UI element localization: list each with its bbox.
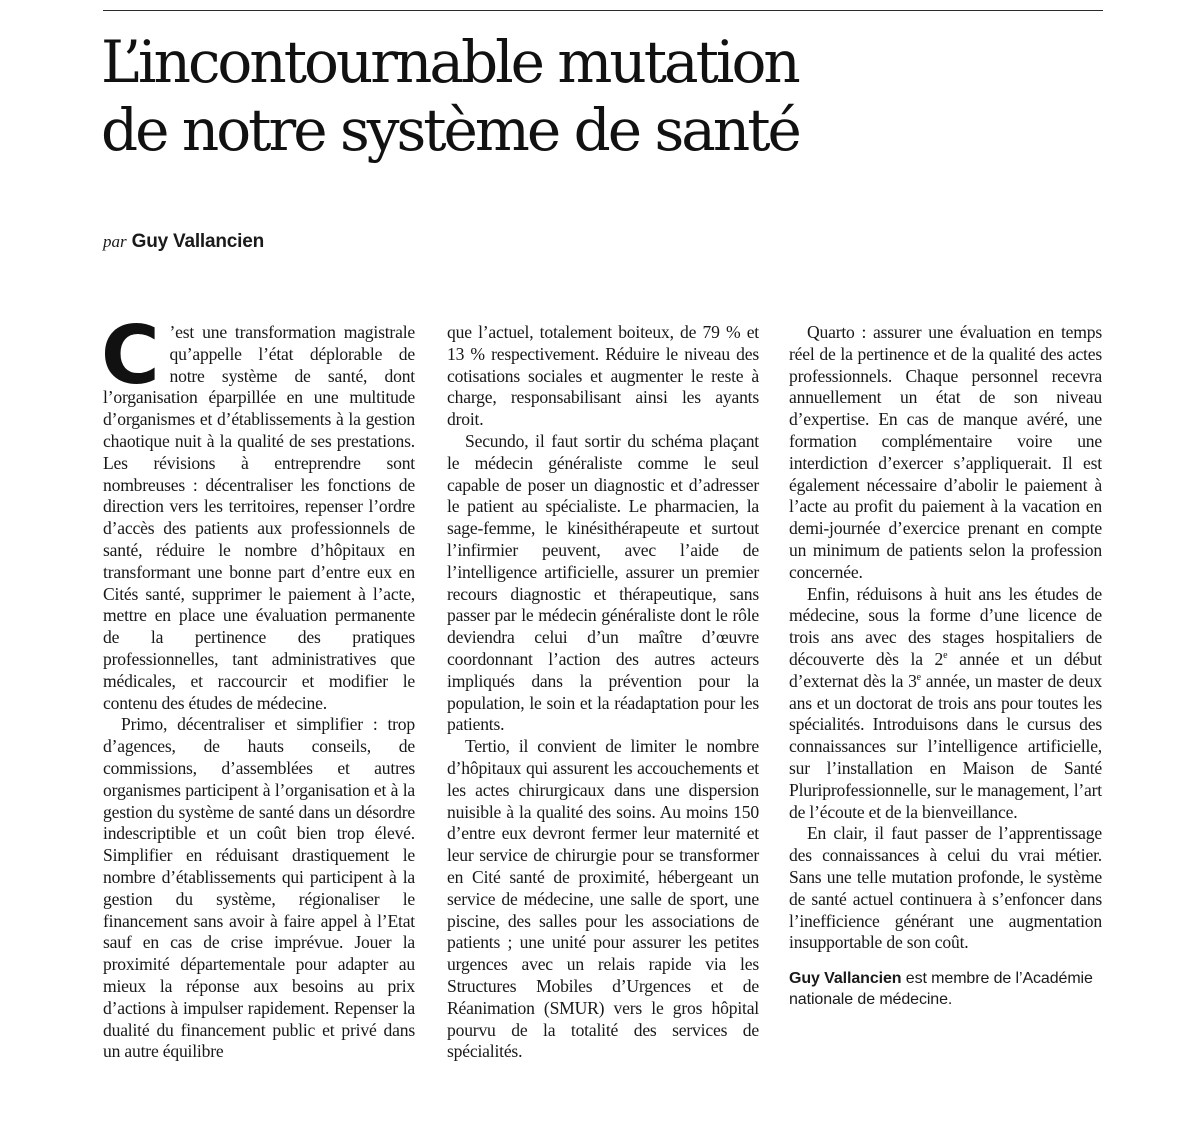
headline-line-2: de notre système de santé bbox=[101, 96, 799, 164]
article-column-2 bbox=[447, 322, 759, 1063]
paragraph-enfin-part-2: année et un début d’externat dès la 3 bbox=[789, 648, 1102, 691]
paragraph-enfin-part-1: Enfin, réduisons à huit ans les études de médecine, sous la forme d’une licence de trois ans avec des stages hospitaliers de découverte dès la 2 bbox=[789, 583, 1102, 669]
signature-author-bio: est membre de l’Académie nationale de médecine. bbox=[789, 970, 1093, 1009]
paragraph-enfin-part-3: année, un master de deux ans et un doctorat de trois ans pour toutes les spécialités. Introduisons dans le cursus des connaissances sur l’intelligence artificielle, sur l’installation en Maison de Santé Pluriprofessionnelle, sur le management, l’art de l’écoute et de la bienveillance. bbox=[789, 670, 1102, 822]
author-signature bbox=[789, 968, 1102, 1010]
headline bbox=[101, 28, 1101, 164]
byline bbox=[103, 231, 264, 253]
drop-cap: C bbox=[101, 309, 160, 402]
paragraph-intro-text: ’est une transformation magistrale qu’appelle l’état déplorable de notre système de santé, dont l’organisation éparpillée en une multitude d’organismes et d’établissements à la gestion chaotique nuit à la qualité de ses prestations. Les révisions à entreprendre sont nombreuses : décentraliser les fonctions de direction vers les territoires, repenser l’ordre d’accès des patients aux professionnels de santé, réduire le nombre d’hôpitaux en transformant une bonne part d’entre eux en Cités santé, supprimer le paiement à l’acte, mettre en place une évaluation permanente de la pertinence des pratiques professionnelles, tant administratives que médicales, et raccourcir et modifier le contenu des études de médecine. bbox=[103, 322, 415, 713]
signature-author-name: Guy Vallancien bbox=[789, 970, 902, 988]
superscript-ordinal-2: e bbox=[916, 671, 921, 683]
paragraph-quarto: Quarto : assurer une évaluation en temps réel de la pertinence et de la qualité des actes professionnels. Chaque personnel recevra annuellement un état de son niveau d’expertise. En cas de manque avéré, une formation complémentaire voire une interdiction d’exercer s’appliquerait. Il est également nécessaire d’abolir le paiement à l’acte au profit du paiement à la vacation en demi-journée d’exercice prenant en compte un minimum de patients selon la profession concernée. bbox=[789, 322, 1102, 582]
byline-prefix: par bbox=[103, 232, 127, 251]
superscript-ordinal-1: e bbox=[943, 650, 948, 662]
paragraph-primo: Primo, décentraliser et simplifier : trop d’agences, de hauts conseils, de commissions, d’assemblées et autres organismes participent à l’organisation et à la gestion du système de santé dans un désordre indescriptible et un coût bien trop élevé. Simplifier en réduisant drastiquement le nombre d’établissements qui participent à la gestion du système, régionaliser le financement sans avoir à faire appel à l’Etat sauf en cas de crise imprévue. Jouer la proximité départementale pour adapter au mieux la réponse aux besoins au prix d’actions à impulser rapidement. Repenser la dualité du financement public et privé dans un autre équilibre bbox=[103, 714, 415, 1062]
paragraph-secundo: Secundo, il faut sortir du schéma plaçant le médecin généraliste comme le seul capable de poser un diagnostic et d’adresser le patient au spécialiste. Le pharmacien, la sage-femme, le kinésithérapeute et surtout l’infirmier peuvent, avec l’aide de l’intelligence artificielle, assurer un premier recours diagnostic et thérapeutique, sans passer par le médecin généraliste dont le rôle deviendra celui d’un maître d’œuvre coordonnant l’action des autres acteurs impliqués dans la prévention pour la population, le soin et la réadaptation pour les patients. bbox=[447, 430, 759, 735]
paragraph-primo-continued: que l’actuel, totalement boiteux, de 79 % et 13 % respectivement. Réduire le niveau des cotisations sociales et augmenter le reste à charge, responsabilisant ainsi les ayants droit. bbox=[447, 322, 759, 430]
paragraph-enfin bbox=[789, 584, 1102, 824]
paragraph-conclusion: En clair, il faut passer de l’apprentissage des connaissances à celui du vrai métier. Sans une telle mutation profonde, le système de santé actuel continuera à s’enfoncer dans l’inefficience générant une augmentation insupportable de son coût. bbox=[789, 823, 1102, 953]
byline-author: Guy Vallancien bbox=[131, 231, 264, 252]
headline-line-1: L’incontournable mutation bbox=[101, 28, 798, 96]
article-column-3 bbox=[789, 322, 1102, 1010]
top-rule bbox=[103, 10, 1103, 11]
article-column-1 bbox=[101, 309, 415, 1063]
paragraph-tertio: Tertio, il convient de limiter le nombre d’hôpitaux qui assurent les accouchements et les actes chirurgicaux dans une dispersion nuisible à la qualité des soins. Au moins 150 d’entre eux devront fermer leur maternité et leur service de chirurgie pour se transformer en Cité santé de proximité, hébergeant un service de médecine, une salle de sport, une piscine, des salles pour les associations de patients ; une unité pour assurer les petites urgences avec un relais rapide via les Structures Mobiles d’Urgences et de Réanimation (SMUR) vers le gros hôpital pourvu de la totalité des services de spécialités. bbox=[447, 736, 759, 1062]
paragraph-intro bbox=[101, 309, 415, 714]
